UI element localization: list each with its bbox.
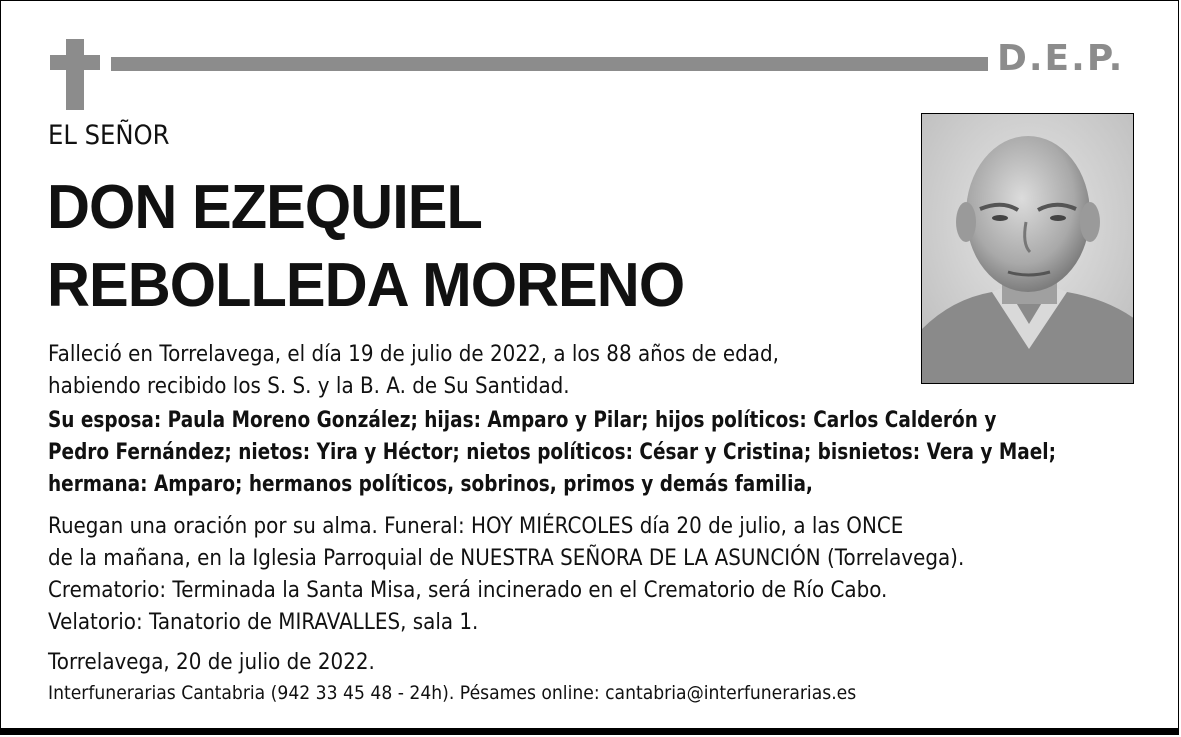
name-line-2: REBOLLEDA MORENO	[47, 251, 685, 320]
service-line: Velatorio: Tanatorio de MIRAVALLES, sala 1.	[48, 610, 479, 635]
death-notice-line: Falleció en Torrelavega, el día 19 de julio de 2022, a los 88 años de edad,	[48, 342, 779, 367]
service-details	[48, 511, 964, 639]
family-line: Su esposa: Paula Moreno González; hijas: Amparo y Pilar; hijos políticos: Carlos Calderón y	[48, 408, 997, 433]
family-line: Pedro Fernández; nietos: Yira y Héctor; nietos políticos: César y Cristina; bisnietos: Vera y Mael;	[48, 440, 1057, 465]
service-line: de la mañana, en la Iglesia Parroquial de NUESTRA SEÑORA DE LA ASUNCIÓN (Torrelavega).	[48, 546, 965, 571]
deceased-photo	[921, 113, 1134, 384]
family-list	[48, 405, 1056, 501]
bottom-border	[1, 728, 1178, 734]
contact-info: Interfunerarias Cantabria (942 33 45 48 - 24h). Pésames online: cantabria@interfunerarias.es	[48, 682, 857, 704]
death-notice-line: habiendo recibido los S. S. y la B. A. de Su Santidad.	[48, 374, 570, 399]
deceased-name	[47, 169, 684, 325]
dep-label: D.E.P.	[997, 38, 1125, 79]
deceased-title: EL SEÑOR	[48, 120, 170, 151]
place-date: Torrelavega, 20 de julio de 2022.	[48, 650, 375, 675]
name-line-1: DON EZEQUIEL	[47, 173, 482, 242]
service-line: Crematorio: Terminada la Santa Misa, será incinerado en el Crematorio de Río Cabo.	[48, 578, 888, 603]
header-rule	[111, 57, 988, 71]
family-line: hermana: Amparo; hermanos políticos, sobrinos, primos y demás familia,	[48, 472, 813, 497]
death-notice	[48, 339, 779, 403]
service-line: Ruegan una oración por su alma. Funeral: HOY MIÉRCOLES día 20 de julio, a las ONCE	[48, 514, 904, 539]
cross-icon	[50, 39, 100, 110]
